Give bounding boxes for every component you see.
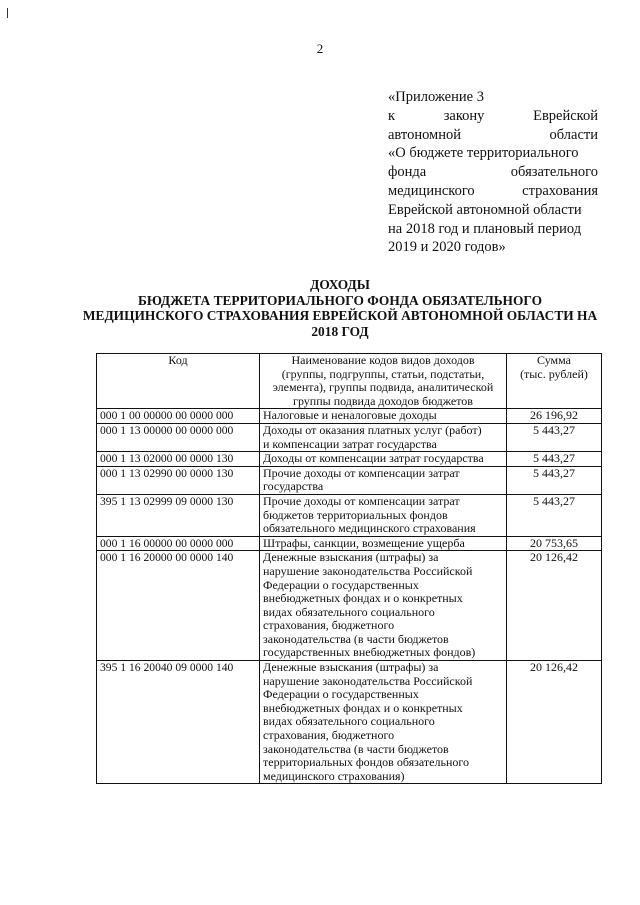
cell-sum: 20 753,65 [507,536,602,551]
appendix-reference [388,88,598,257]
cell-name-line: Штрафы, санкции, возмещение ущерба [263,535,465,550]
income-table-body [97,409,602,784]
cell-name-line: нарушение законодательства Российской [263,563,473,578]
cell-name-line: Прочие доходы от компенсации затрат [263,493,460,508]
cell-name [260,423,507,451]
table-row [97,466,602,494]
cell-name-line: и компенсации затрат государства [263,436,437,451]
header-sum-line: (тыс. рублей) [520,366,588,381]
cell-name [260,409,507,424]
cell-sum: 26 196,92 [507,409,602,424]
table-row [97,409,602,424]
cell-name-line: законодательства (в части бюджетов [263,741,449,756]
appendix-line: к закону Еврейской [388,107,598,124]
scan-edge-mark [7,8,8,18]
cell-sum: 5 443,27 [507,494,602,536]
cell-code: 000 1 13 00000 00 0000 000 [97,423,260,451]
cell-name-line: страхования, бюджетного [263,728,395,743]
appendix-line: на 2018 год и плановый период [388,220,582,237]
header-name-line: элемента), группы подвида, аналитической [272,380,494,395]
cell-name-line: нарушение законодательства Российской [263,673,473,688]
cell-name-line: Доходы от компенсации затрат государства [263,451,484,466]
cell-name [260,466,507,494]
cell-sum: 5 443,27 [507,452,602,467]
appendix-line: фонда обязательного [388,164,598,181]
cell-name-line: государственных внебюджетных фондов) [263,645,476,660]
cell-name-line: видах обязательного социального [263,714,435,729]
cell-name-line: медицинского страхования) [263,768,405,783]
cell-name-line: Федерации о государственных [263,577,419,592]
cell-name [260,661,507,784]
header-code: Код [97,354,260,409]
cell-name-line: обязательного медицинского страхования [263,521,476,536]
cell-sum: 5 443,27 [507,423,602,451]
cell-code: 395 1 13 02999 09 0000 130 [97,494,260,536]
cell-code: 000 1 16 00000 00 0000 000 [97,536,260,551]
cell-code: 000 1 00 00000 00 0000 000 [97,409,260,424]
cell-name-line: законодательства (в части бюджетов [263,631,449,646]
cell-name [260,452,507,467]
table-row [97,423,602,451]
title-line: МЕДИЦИНСКОГО СТРАХОВАНИЯ ЕВРЕЙСКОЙ АВТОНОМНОЙ ОБЛАСТИ НА [82,308,598,323]
cell-name-line: Денежные взыскания (штрафы) за [263,660,439,675]
header-sum [507,354,602,409]
cell-code: 395 1 16 20040 09 0000 140 [97,661,260,784]
title-line: ДОХОДЫ [310,277,370,292]
title-line: БЮДЖЕТА ТЕРРИТОРИАЛЬНОГО ФОНДА ОБЯЗАТЕЛЬНОГО [137,292,542,308]
header-sum-line: Сумма [537,353,571,367]
cell-code: 000 1 13 02990 00 0000 130 [97,466,260,494]
cell-name-line: территориальных фондов обязательного [263,755,470,770]
cell-name [260,551,507,661]
table-row [97,661,602,784]
cell-name [260,536,507,551]
cell-name-line: Доходы от оказания платных услуг (работ) [263,422,482,437]
header-name-line: группы подвида доходов бюджетов [293,393,473,408]
header-name [260,354,507,409]
table-row [97,452,602,467]
cell-name-line: Налоговые и неналоговые доходы [263,408,437,423]
cell-sum: 20 126,42 [507,661,602,784]
cell-name-line: страхования, бюджетного [263,618,395,633]
cell-name-line: внебюджетных фондах и о конкретных [263,591,463,606]
cell-name [260,494,507,536]
table-row [97,536,602,551]
appendix-line: 2019 и 2020 годов» [388,239,506,256]
cell-code: 000 1 13 02000 00 0000 130 [97,452,260,467]
cell-name-line: Денежные взыскания (штрафы) за [263,550,439,565]
appendix-line: медицинского страхования [388,182,598,199]
document-title [80,277,600,339]
header-name-line: Наименование кодов видов доходов [291,353,475,367]
appendix-line: автономной области [388,126,598,143]
cell-name-line: видах обязательного социального [263,604,435,619]
cell-sum: 20 126,42 [507,551,602,661]
header-name-line: (группы, подгруппы, статьи, подстатьи, [281,366,485,381]
income-table [96,353,602,784]
cell-code: 000 1 16 20000 00 0000 140 [97,551,260,661]
cell-name-line: Прочие доходы от компенсации затрат [263,465,460,480]
cell-name-line: бюджетов территориальных фондов [263,507,448,522]
cell-name-line: государства [263,479,324,494]
appendix-line: Еврейской автономной области [388,201,582,218]
table-row [97,551,602,661]
page-number: 2 [316,41,324,56]
appendix-line: «О бюджете территориального [388,145,579,162]
appendix-line: «Приложение 3 [388,89,484,105]
cell-name-line: Федерации о государственных [263,687,419,702]
cell-sum: 5 443,27 [507,466,602,494]
cell-name-line: внебюджетных фондах и о конкретных [263,700,463,715]
title-line: 2018 ГОД [311,323,369,339]
table-header-row [97,354,602,409]
table-row [97,494,602,536]
